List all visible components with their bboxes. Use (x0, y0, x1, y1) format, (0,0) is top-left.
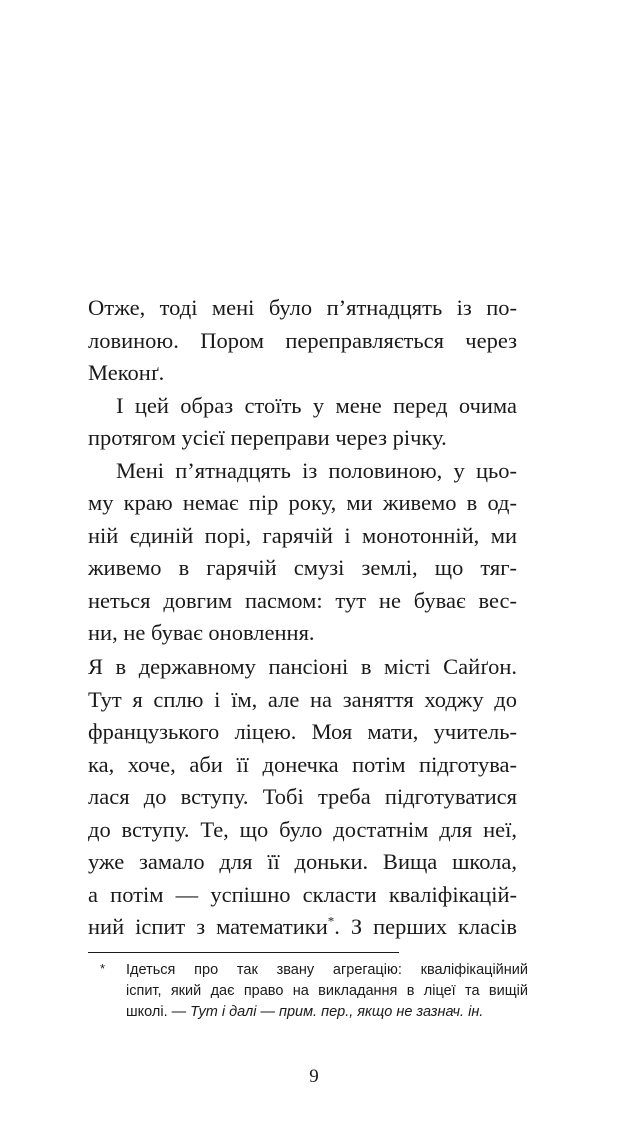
text-line: ловиною. Пором переправляється через (88, 327, 517, 353)
footnote-reference[interactable]: * (327, 913, 335, 929)
text-fragment: ний іспит з математики (88, 914, 328, 939)
text-line: Отже, тоді мені було п’ятнадцять із по- (88, 295, 517, 320)
text-line: Тут я сплю і їм, але на заняття ходжу до (88, 686, 517, 712)
footnote-separator (88, 952, 399, 953)
text-line: протягом усієї переправи через річку. (88, 425, 447, 450)
text-line: му краю немає пір року, ми живемо в од- (88, 490, 517, 515)
text-line-with-footnote-ref (88, 911, 517, 944)
text-line: неться довгим пасмом: тут не буває вес- (88, 587, 517, 613)
text-line: а потім — успішно скласти кваліфікацій- (88, 881, 517, 907)
text-line: лася до вступу. Тобі треба підготуватися (88, 784, 517, 809)
text-fragment: . З перших класів (334, 914, 517, 939)
text-line: уже замало для її доньки. Вища школа, (88, 849, 517, 874)
text-line: французького ліцею. Моя мати, учитель- (88, 719, 517, 744)
footnote-line (126, 1002, 528, 1023)
page-number: 9 (309, 1066, 319, 1087)
text-line: Я в державному пансіоні в місті Сайґон. (88, 654, 517, 679)
footnote-text: школі. — (126, 1004, 191, 1020)
footnote (88, 960, 528, 1023)
text-line: ни, не буває оновлення. (88, 620, 315, 645)
text-block-bottom (88, 651, 517, 944)
text-block-top (88, 292, 517, 650)
text-line: І цей образ стоїть у мене перед очима (116, 392, 517, 418)
text-line: до вступу. Те, що було достатнім для неї, (88, 816, 517, 842)
footnote-line: іспит, який дає право на викладання в ліцеї та вищій (126, 983, 528, 999)
footnote-marker: * (100, 961, 106, 976)
text-line: Мені п’ятнадцять із половиною, у цьо- (116, 457, 517, 483)
text-line: ка, хоче, аби її донечка потім підготува- (88, 751, 517, 777)
footnote-line: Ідеться про так звану агрегацію: кваліфікаційний (126, 962, 528, 978)
text-line: ній єдиній порі, гарячій і монотонній, ми (88, 522, 517, 548)
footnote-italic-text: Тут і далі — прим. пер., якщо не зазнач. ін. (190, 1004, 484, 1020)
text-line: живемо в гарячій смузі землі, що тяг- (88, 555, 517, 580)
text-line: Меконґ. (88, 360, 165, 385)
